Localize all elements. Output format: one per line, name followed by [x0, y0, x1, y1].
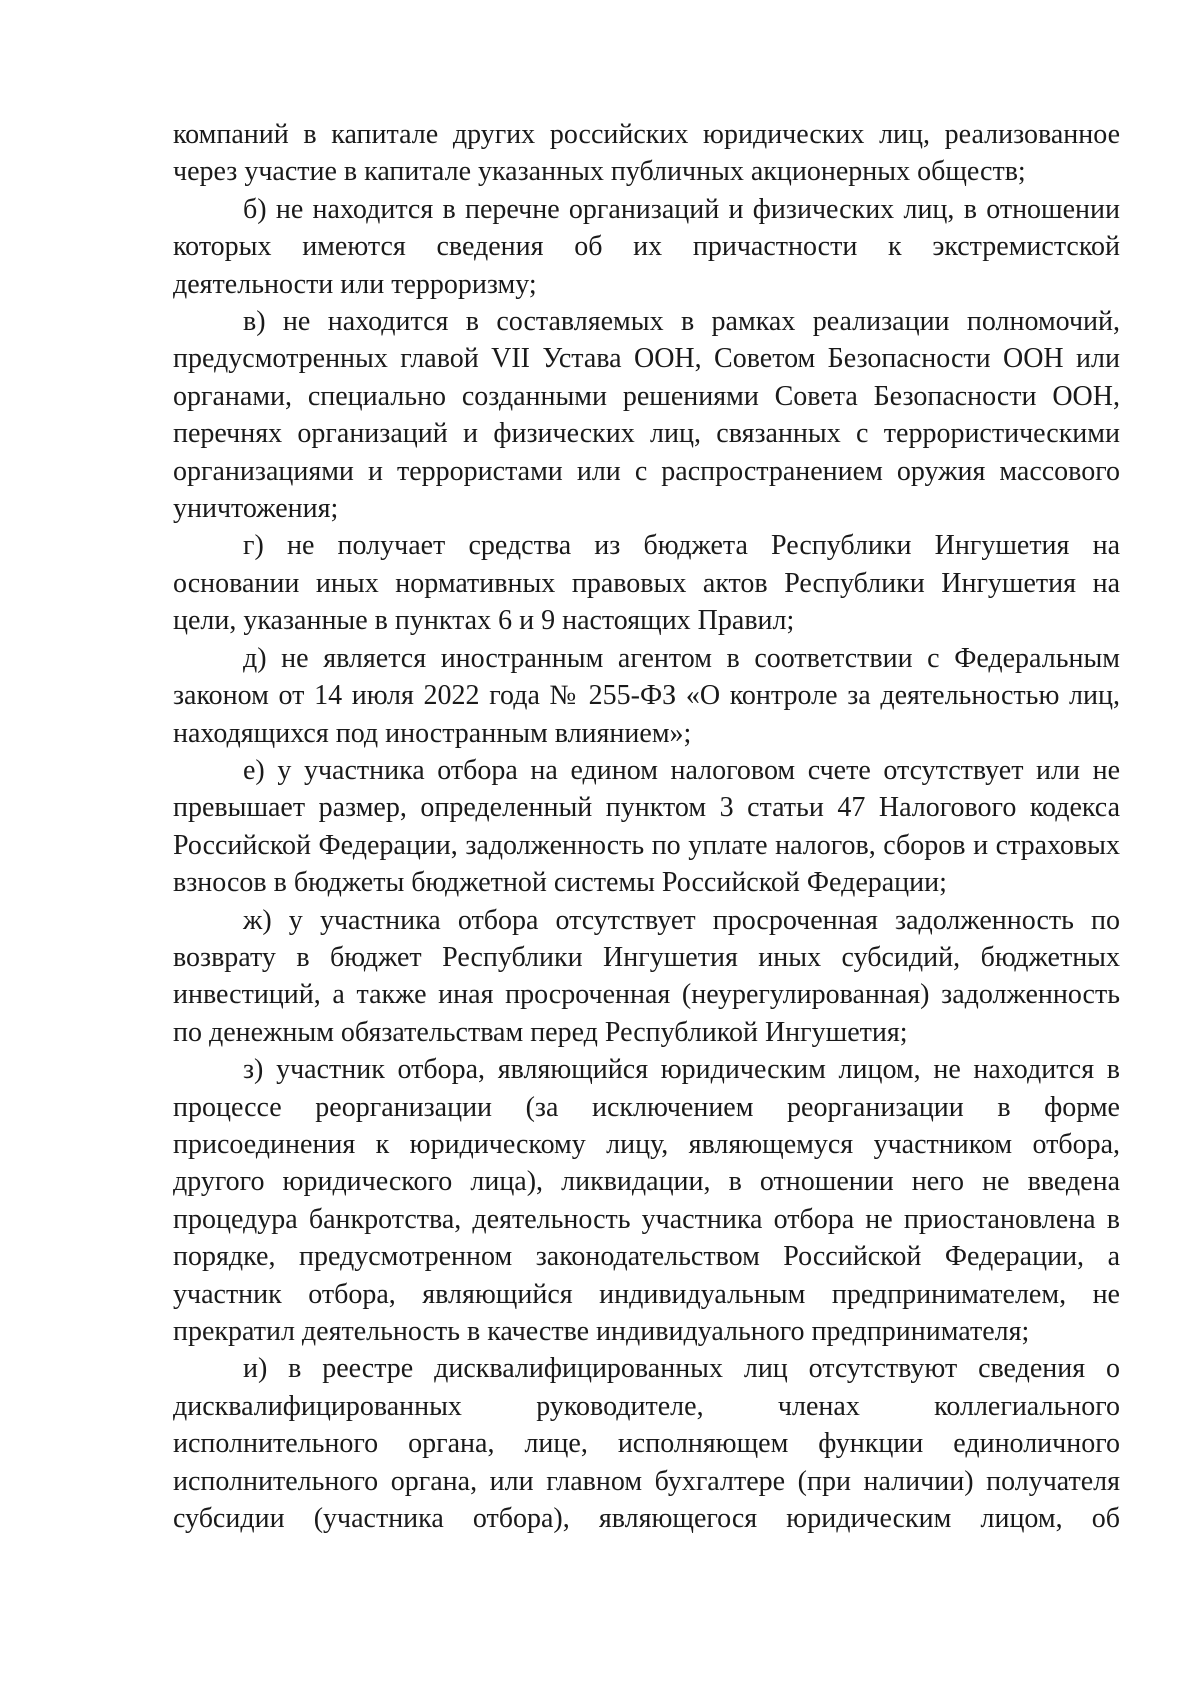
paragraph-item-zh: ж) у участника отбора отсутствует просроченная задолженность по возврату в бюджет Республики Ингушетия иных субсидий, бюджетных инвестиций, а также иная просроченная (неурегулированная) задолженность по денежным обязательствам перед Республикой Ингушетия;: [173, 904, 1120, 1048]
paragraph-item-g: г) не получает средства из бюджета Республики Ингушетия на основании иных нормативных правовых актов Республики Ингушетия на цели, указанные в пунктах 6 и 9 настоящих Правил;: [173, 530, 1120, 637]
paragraph-item-b: б) не находится в перечне организаций и физических лиц, в отношении которых имеются сведения об их причастности к экстремистской деятельности или терроризму;: [173, 193, 1120, 300]
paragraph-item-z: з) участник отбора, являющийся юридическим лицом, не находится в процессе реорганизации (за исключением реорганизации в форме присоединения к юридическому лицу, являющемуся участником отбора, другого юридического лица), ликвидации, в отношении него не введена процедура банкротства, деятельность участника отбора не приостановлена в порядке, предусмотренном законодательством Российской Федерации, а участник отбора, являющийся индивидуальным предпринимателем, не прекратил деятельность в качестве индивидуального предпринимателя;: [173, 1054, 1120, 1347]
paragraph-item-v: в) не находится в составляемых в рамках реализации полномочий, предусмотренных главой VII Устава ООН, Советом Безопасности ООН или органами, специально созданными решениями Совета Безопасности ООН, перечнях организаций и физических лиц, связанных с террористическими организациями и террористами или с распространением оружия массового уничтожения;: [173, 306, 1120, 525]
paragraph-continuation: компаний в капитале других российских юридических лиц, реализованное через участие в капитале указанных публичных акционерных обществ;: [173, 119, 1120, 188]
paragraph-item-d: д) не является иностранным агентом в соответствии с Федеральным законом от 14 июля 2022 года № 255-ФЗ «О контроле за деятельностью лиц, находящихся под иностранным влиянием»;: [173, 642, 1120, 749]
paragraph-item-i: и) в реестре дисквалифицированных лиц отсутствуют сведения о дисквалифицированных руководителе, членах коллегиального исполнительного органа, лице, исполняющем функции единоличного исполнительного органа, или главном бухгалтере (при наличии) получателя субсидии (участника отбора), являющегося юридическим лицом, об: [173, 1353, 1120, 1535]
paragraph-item-e: е) у участника отбора на едином налоговом счете отсутствует или не превышает размер, определенный пунктом 3 статьи 47 Налогового кодекса Российской Федерации, задолженность по уплате налогов, сборов и страховых взносов в бюджеты бюджетной системы Российской Федерации;: [173, 754, 1120, 899]
document-page: [173, 116, 1120, 1537]
